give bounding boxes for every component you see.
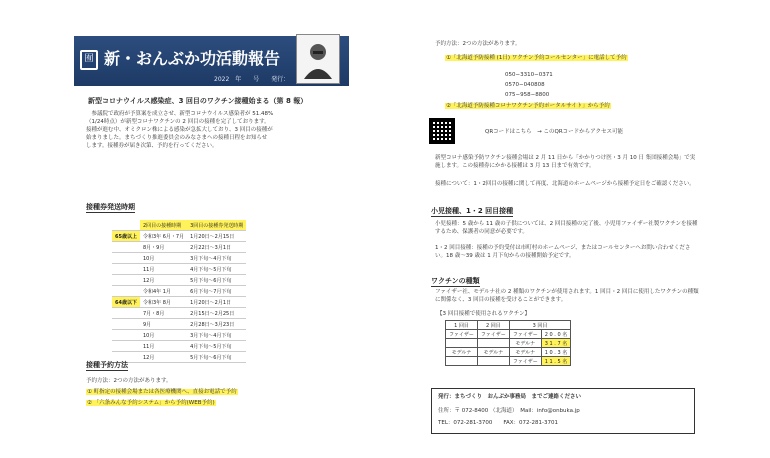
reserve-methods: 予約方法：2つの方法があります。 ① 町指定の接種会場または各医療機関へ、直接お電話で予約 ② 「六条みんな予約システム」から予約(WEB予約) [86,378,237,406]
newsletter-title: 新・おんぶか功活動報告 [104,49,281,68]
schedule-header: 3回目の接種券発送時期 [187,220,246,231]
reserve-title: 予約方法：2つの方法があります。 [435,41,521,47]
contact-footer [431,388,695,434]
group-notice: 新型コロナ感染予防ワクチン接種会場は 2 月 11 日から「かかりつけ医・3 月 10 日 集団接種会場」で実施します。この接種券にかかる接種は 3 月 13 日まで有効です。 [435,155,696,169]
footer-address: 住所：〒 072-8400 （北海道） Mail：info@onbuka.jp [438,408,580,414]
logo-icon: 囿 [80,50,98,70]
small-section-label: 小児接種、1・2 回目接種 [431,207,514,215]
schedule-header: 2回目の接種時期 [140,220,187,231]
reserve-section-label: 接種予約方法 [86,361,128,369]
web-label: ②「北海道予防接種コロナワクチン予約ポータルサイト」から予約 [446,103,610,109]
qr-note: QRコードはこちら → このQRコードからアクセス可能 [485,129,623,135]
main-heading: 新型コロナウイルス感染症、3 回目のワクチン接種始まる（第 8 報） [88,97,308,105]
footer-title: 発行：まちづくり おんぶか事務局 までご連絡ください [438,394,581,400]
newsletter-page-left [74,30,349,445]
small-paragraph-2: 1・2 回目接種：接種の予約受付は市町村のホームページ、またはコールセンターへお問い合わせください。18 歳〜39 歳は 1 月下旬からの接種開始予定です。 [435,245,691,259]
footer-phone: TEL：072-281-3700 FAX：072-281-3701 [438,420,559,426]
newsletter-page-right [425,30,705,445]
vaccine-caption: 【3 回目接種で使用されるワクチン】 [437,311,530,317]
issue-line: 2022 年 号 発行： [214,76,290,83]
group-label: 64歳以下 [112,297,140,308]
phone-list: 050−3310−0371 0570−040808 075−958−8800 [505,72,553,98]
qr-code-icon [429,118,455,144]
tel-notice: 接種について：1・2回目の接種に関して再度、北海道のホームページから接種予定日をご確認ください。 [435,181,695,187]
group-label: 65歳以上 [112,231,140,242]
portrait-image [296,34,340,84]
schedule-section-label: 接種券発送時期 [86,203,135,211]
schedule-table: 2回目の接種時期 3回目の接種券発送時期 65歳以上 令和3年 6月・7月 1月20日〜2月15日 8月・9月 2月22日〜3月1日 10月 3月下旬〜4月下旬 11月 4月下旬〜5月下旬 12月 5月下旬〜6月下旬 令和4年 1月 6月下旬〜7月下旬 64歳以下 令和3年 8月 1月20日〜2月1日 7月・8月 2月15日〜2月25日 9月 2月28日〜3月23日 10月 3月下旬〜4月下旬 11月 4月下旬〜5月下旬 12月 5月下旬〜6月下旬 [112,220,246,363]
vaccine-paragraph: ファイザー社、モデルナ社の 2 種類のワクチンが使用されます。1 回目・2 回目に使用したワクチンの種類に関係なく、3 回目の接種を受けることができます。 [435,289,699,303]
person-icon [302,39,334,79]
intro-paragraph: 参議院で政府が予算案を成立させ、新型コロナウイルス感染者が 51.48% （1/24時点）が新型コロナワクチンの 2 回目の接種を完了しております。 接種が進む中、オミクロン株による感染が急拡大しており、3 回目の接種が 始まりました。まちづくり推進委員会のみなさまへの接種日程をお知らせ します。接種券が届き次第、予約を行ってください。 [86,111,274,149]
vaccine-table: 1 回目 2 回目 3 回目 ファイザー ファイザー ファイザー 2 0 . 0 名 モデルナ 3 1 . 7 名 モデルナ モデルナ モデルナ 1 0 . 3 名 ファイザー 1 1 . 5 名 [445,320,571,366]
newsletter-banner [74,36,349,86]
call-center-label: ①「北海道予防接種 (1日) ワクチン予約コールセンター」に電話して予約 [446,55,627,61]
small-paragraph-1: 小児接種：5 歳から 11 歳の子供については、2 回目接種の完了後、小児用ファイザー社製ワクチンを接種するため、保護者の同意が必要です。 [435,221,698,235]
vaccine-section-label: ワクチンの種類 [431,277,480,285]
